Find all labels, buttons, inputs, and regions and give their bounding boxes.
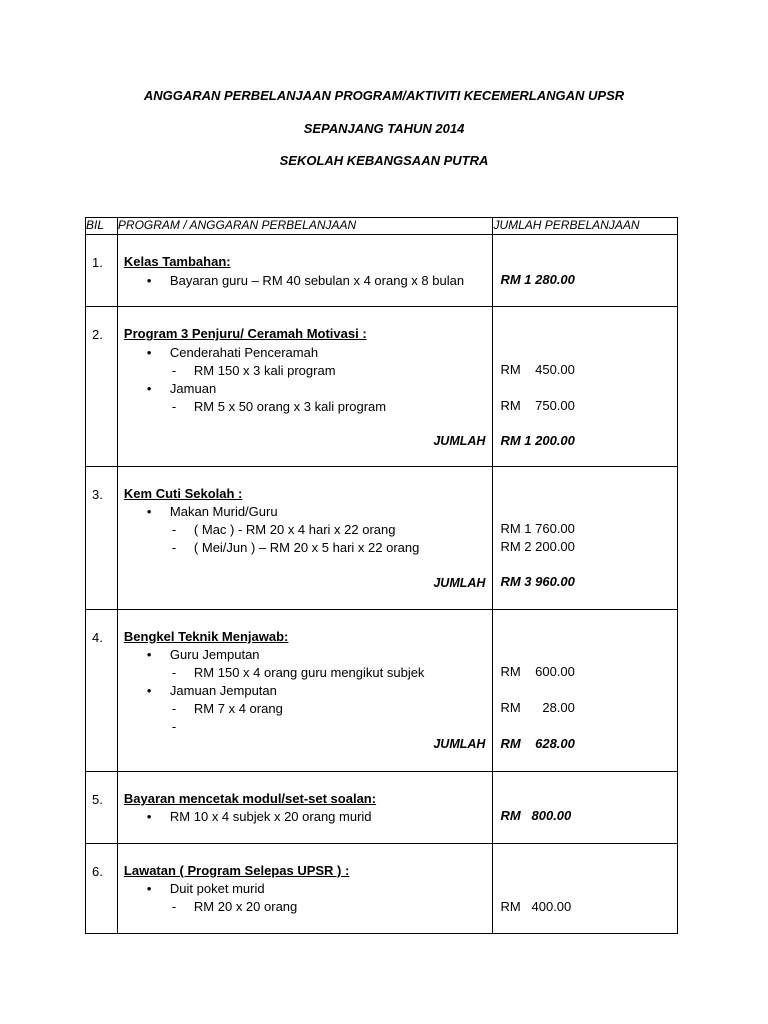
header-bil: BIL bbox=[86, 218, 118, 235]
program-title: Bengkel Teknik Menjawab: bbox=[123, 629, 289, 644]
amount-value: RM 28.00 bbox=[500, 700, 575, 715]
amount-value: RM 1 280.00 bbox=[500, 272, 575, 287]
document-title: ANGGARAN PERBELANJAAN PROGRAM/AKTIVITI KECEMERLANGAN UPSR bbox=[143, 88, 625, 103]
budget-table bbox=[85, 217, 678, 934]
program-cell bbox=[117, 307, 493, 467]
bullet-item: • Makan Murid/Guru bbox=[170, 504, 278, 519]
dash-item: - ( Mac ) - RM 20 x 4 hari x 22 orang bbox=[194, 522, 396, 537]
program-cell bbox=[117, 235, 493, 307]
row-number: 6. bbox=[92, 864, 103, 879]
row-number: 4. bbox=[92, 630, 103, 645]
dash-item: - RM 150 x 4 orang guru mengikut subjek bbox=[194, 665, 425, 680]
jumlah-label: JUMLAH bbox=[433, 434, 486, 448]
bullet-item: • Cenderahati Penceramah bbox=[170, 345, 318, 360]
program-cell bbox=[117, 844, 493, 934]
amount-value: RM 450.00 bbox=[500, 362, 575, 377]
amount-cell bbox=[493, 307, 678, 467]
row-number-cell bbox=[86, 844, 118, 934]
row-number-cell bbox=[86, 235, 118, 307]
row-number: 5. bbox=[92, 792, 103, 807]
program-title: Bayaran mencetak modul/set-set soalan: bbox=[123, 791, 377, 806]
program-cell bbox=[117, 610, 493, 772]
row-number: 1. bbox=[92, 255, 103, 270]
amount-value: RM 600.00 bbox=[500, 664, 575, 679]
table-row bbox=[86, 844, 678, 934]
table-row bbox=[86, 610, 678, 772]
table-row bbox=[86, 307, 678, 467]
program-title: Kem Cuti Sekolah : bbox=[123, 486, 243, 501]
header-program: PROGRAM / ANGGARAN PERBELANJAAN bbox=[117, 218, 493, 235]
dash-item: - RM 7 x 4 orang bbox=[194, 701, 283, 716]
document-subtitle-year: SEPANJANG TAHUN 2014 bbox=[303, 121, 465, 136]
amount-value: RM 1 760.00 bbox=[500, 521, 575, 536]
jumlah-label: JUMLAH bbox=[433, 576, 486, 590]
table-header-row bbox=[86, 218, 678, 235]
amount-cell bbox=[493, 610, 678, 772]
row-number: 3. bbox=[92, 487, 103, 502]
program-title: Kelas Tambahan: bbox=[123, 254, 231, 269]
program-cell bbox=[117, 772, 493, 844]
row-number-cell bbox=[86, 772, 118, 844]
program-cell bbox=[117, 467, 493, 610]
bullet-item: • Guru Jemputan bbox=[170, 647, 260, 662]
program-title: Lawatan ( Program Selepas UPSR ) : bbox=[123, 863, 350, 878]
amount-cell bbox=[493, 235, 678, 307]
bullet-item: • Jamuan bbox=[170, 381, 216, 396]
amount-cell bbox=[493, 467, 678, 610]
table-row bbox=[86, 467, 678, 610]
dash-item: - ( Mei/Jun ) – RM 20 x 5 hari x 22 orang bbox=[194, 540, 419, 555]
dash-item: - RM 20 x 20 orang bbox=[194, 899, 297, 914]
amount-cell bbox=[493, 844, 678, 934]
amount-value: RM 400.00 bbox=[500, 899, 572, 914]
amount-value: RM 750.00 bbox=[500, 398, 575, 413]
amount-value: RM 2 200.00 bbox=[500, 539, 575, 554]
bullet-item: • Bayaran guru – RM 40 sebulan x 4 orang x 8 bulan bbox=[170, 273, 464, 288]
row-number: 2. bbox=[92, 327, 103, 342]
amount-total: RM 1 200.00 bbox=[500, 433, 575, 448]
row-number-cell bbox=[86, 467, 118, 610]
row-number-cell bbox=[86, 307, 118, 467]
bullet-item: • RM 10 x 4 subjek x 20 orang murid bbox=[170, 809, 372, 824]
dash-item: - RM 5 x 50 orang x 3 kali program bbox=[194, 399, 386, 414]
row-number-cell bbox=[86, 610, 118, 772]
program-title: Program 3 Penjuru/ Ceramah Motivasi : bbox=[123, 326, 367, 341]
bullet-item: • Jamuan Jemputan bbox=[170, 683, 277, 698]
amount-total: RM 628.00 bbox=[500, 736, 575, 751]
table-row bbox=[86, 772, 678, 844]
jumlah-label: JUMLAH bbox=[433, 737, 486, 751]
amount-value: RM 800.00 bbox=[500, 808, 572, 823]
amount-total: RM 3 960.00 bbox=[500, 574, 575, 589]
amount-cell bbox=[493, 772, 678, 844]
dash-item: - RM 150 x 3 kali program bbox=[194, 363, 336, 378]
header-jumlah: JUMLAH PERBELANJAAN bbox=[493, 218, 678, 235]
table-row bbox=[86, 235, 678, 307]
document-subtitle-school: SEKOLAH KEBANGSAAN PUTRA bbox=[279, 153, 489, 168]
bullet-item: • Duit poket murid bbox=[170, 881, 265, 896]
